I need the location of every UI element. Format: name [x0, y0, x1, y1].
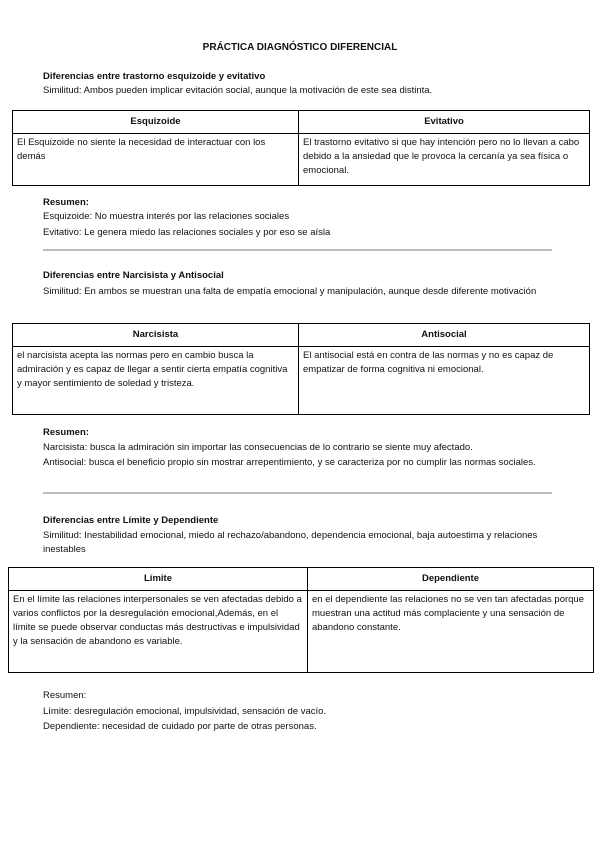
resumen-title: Resumen: [43, 197, 89, 208]
similitud-text: Similitud: Ambos pueden implicar evitación social, aunque la motivación de este sea distinta. [43, 85, 433, 96]
similitud-text: Similitud: Inestabilidad emocional, miedo al rechazo/abandono, dependencia emocional, baja autoestima y relaciones inestables [43, 530, 538, 555]
table-header-col2: Evitativo [299, 111, 590, 134]
table-cell-col1: En el límite las relaciones interpersonales se ven afectadas debido a varios conflictos por la desregulación emocional,Además, en el límite se puede observar conductas más destructivas e impulsividad y la sensación de abandono es variable. [9, 591, 308, 673]
resumen-title: Resumen: [43, 427, 89, 438]
table-cell-col2: El trastorno evitativo si que hay intención pero no lo llevan a cabo debido a la ansiedad que le provoca la cercanía ya sea física o emocional. [299, 134, 590, 186]
comparison-table [8, 567, 594, 673]
section-heading: Diferencias entre Límite y Dependiente [43, 515, 219, 526]
table-cell-col2: en el dependiente las relaciones no se ven tan afectadas porque muestran una actitud más complaciente y una sensación de abandono constante. [308, 591, 594, 673]
section-divider [43, 249, 552, 251]
resumen-line: Narcisista: busca la admiración sin importar las consecuencias de lo contrario se siente muy afectado. [43, 442, 473, 453]
section-heading: Diferencias entre trastorno esquizoide y evitativo [43, 71, 266, 82]
table-header-col2: Antisocial [299, 324, 590, 347]
resumen-line: Antisocial: busca el beneficio propio sin mostrar arrepentimiento, y se caracteriza por no cumplir las normas sociales. [43, 457, 536, 468]
table-header-col1: Límite [9, 568, 308, 591]
section-heading: Diferencias entre Narcisista y Antisocial [43, 270, 224, 281]
table-header-col2: Dependiente [308, 568, 594, 591]
resumen-line: Dependiente: necesidad de cuidado por parte de otras personas. [43, 721, 317, 732]
section-divider [43, 492, 552, 494]
similitud-text: Similitud: En ambos se muestran una falta de empatía emocional y manipulación, aunque desde diferente motivación [43, 286, 537, 297]
table-cell-col1: el narcisista acepta las normas pero en cambio busca la admiración y es capaz de llegar a sentir cierta empatía cognitiva y mayor sentimiento de soledad y tristeza. [13, 347, 299, 415]
table-cell-col2: El antisocial está en contra de las normas y no es capaz de empatizar de forma cognitiva ni emocional. [299, 347, 590, 415]
table-cell-col1: El Esquizoide no siente la necesidad de interactuar con los demás [13, 134, 299, 186]
comparison-table [12, 110, 590, 186]
resumen-line: Esquizoide: No muestra interés por las relaciones sociales [43, 211, 290, 222]
page-title: PRÁCTICA DIAGNÓSTICO DIFERENCIAL [202, 42, 398, 53]
comparison-table [12, 323, 590, 415]
resumen-title: Resumen: [43, 690, 87, 701]
resumen-line: Evitativo: Le genera miedo las relaciones sociales y por eso se aísla [43, 227, 331, 238]
resumen-line: Límite: desregulación emocional, impulsividad, sensación de vacío. [43, 706, 327, 717]
table-header-col1: Narcisista [13, 324, 299, 347]
table-header-col1: Esquizoide [13, 111, 299, 134]
